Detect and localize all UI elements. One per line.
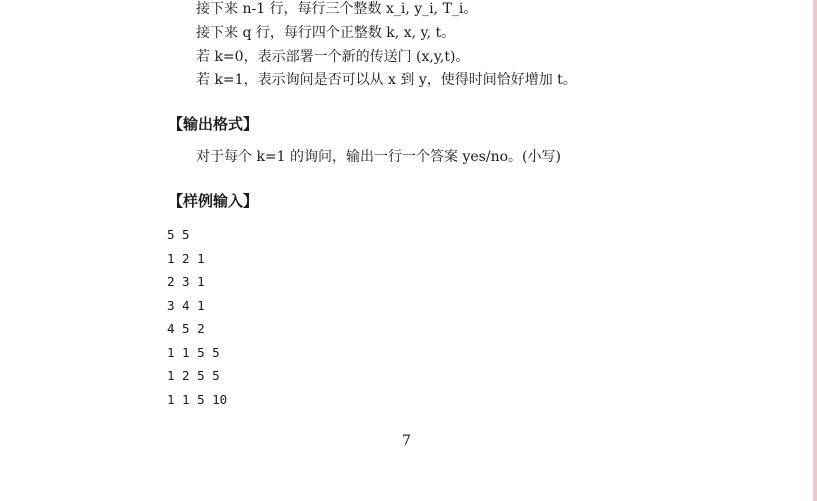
page-number: 7 — [402, 433, 411, 449]
sample-input-heading: 【样例输入】 — [168, 192, 259, 210]
input-format-line-2: 接下来 q 行，每行四个正整数 k, x, y, t。 — [196, 25, 456, 41]
sample-input-line: 1 2 1 — [167, 250, 205, 266]
sample-input-line: 2 3 1 — [167, 274, 205, 289]
input-format-line-3: 若 k=0，表示部署一个新的传送门 (x,y,t)。 — [196, 49, 470, 65]
sample-input-line: 1 1 5 10 — [167, 391, 228, 407]
input-format-line-1: 接下来 n-1 行，每行三个整数 x_i, y_i, T_i。 — [196, 1, 478, 17]
output-format-description: 对于每个 k=1 的询问，输出一行一个答案 yes/no。(小写) — [196, 149, 561, 165]
output-format-heading: 【输出格式】 — [168, 115, 259, 133]
sample-input-line: 3 4 1 — [167, 297, 205, 313]
page-edge-divider — [813, 0, 817, 501]
input-format-line-4: 若 k=1，表示询问是否可以从 x 到 y，使得时间恰好增加 t。 — [196, 72, 577, 88]
sample-input-line: 1 2 5 5 — [167, 368, 220, 383]
sample-input-line: 5 5 — [167, 227, 190, 242]
sample-input-line: 1 1 5 5 — [167, 344, 220, 360]
sample-input-block — [167, 226, 227, 414]
sample-input-line: 4 5 2 — [167, 321, 205, 336]
